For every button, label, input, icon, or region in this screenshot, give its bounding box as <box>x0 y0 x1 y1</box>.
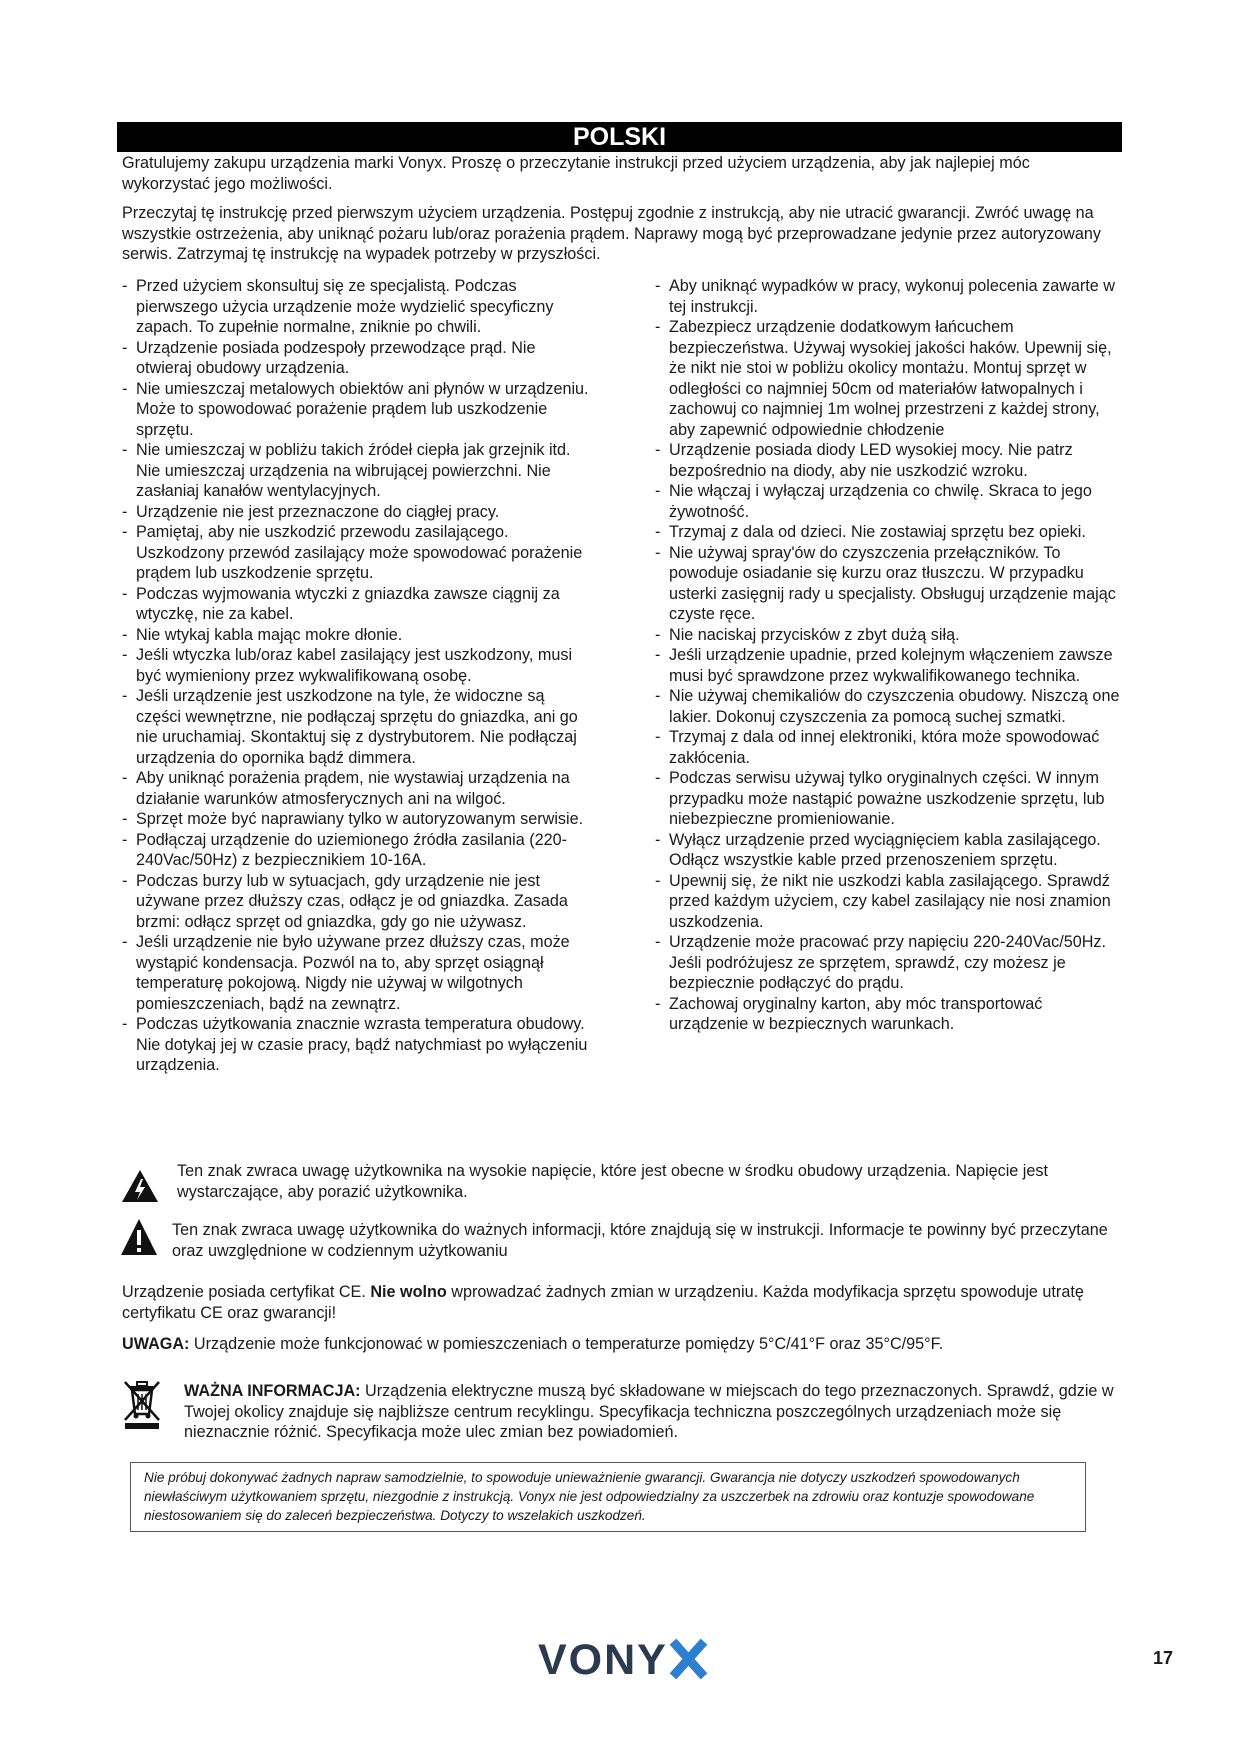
list-item: - Przed użyciem skonsultuj się ze specjalistą. Podczas pierwszego użycia urządzenie może wydzielić specyficzny zapach. To zupełnie normalne, zniknie po chwili. <box>122 276 592 338</box>
list-item: - Podczas wyjmowania wtyczki z gniazdka zawsze ciągnij za wtyczkę, nie za kabel. <box>122 584 592 625</box>
safety-list-right <box>655 276 1120 1035</box>
section-title: POLSKI <box>572 123 667 151</box>
list-item: - Podłączaj urządzenie do uziemionego źródła zasilania (220-240Vac/50Hz) z bezpiecznikiem 10-16A. <box>122 830 592 871</box>
list-item: - Urządzenie może pracować przy napięciu 220-240Vac/50Hz. Jeśli podróżujesz ze sprzętem, sprawdź, czy możesz je bezpiecznie podłączyć do prądu. <box>655 932 1120 994</box>
vonyx-logo <box>538 1635 713 1683</box>
list-item: - Pamiętaj, aby nie uszkodzić przewodu zasilającego. Uszkodzony przewód zasilający może spowodować porażenie prądem lub uszkodzenie sprzętu. <box>122 522 592 584</box>
high-voltage-icon <box>120 1168 160 1210</box>
list-item: - Urządzenie nie jest przeznaczone do ciągłej pracy. <box>122 502 592 523</box>
weee-notice <box>184 1381 1122 1443</box>
list-item: - Jeśli urządzenie upadnie, przed kolejnym włączeniem zawsze musi być sprawdzone przez wykwalifikowanego technika. <box>655 645 1120 686</box>
voltage-warning-text: Ten znak zwraca uwagę użytkownika na wysokie napięcie, które jest obecne w środku obudowy urządzenia. Napięcie jest wystarczające, aby porazić użytkownika. <box>177 1162 1048 1201</box>
list-item: - Wyłącz urządzenie przed wyciągnięciem kabla zasilającego. Odłącz wszystkie kable przed przenoszeniem sprzętu. <box>655 830 1120 871</box>
list-item: - Nie używaj chemikaliów do czyszczenia obudowy. Niszczą one lakier. Dokonuj czyszczenia za pomocą suchej szmatki. <box>655 686 1120 727</box>
svg-text:VONY: VONY <box>538 1636 668 1683</box>
uwaga-label: UWAGA: <box>122 1335 190 1353</box>
list-item: - Upewnij się, że nikt nie uszkodzi kabla zasilającego. Sprawdź przed każdym użyciem, czy kabel zasilający nie nosi znamion uszkodzenia. <box>655 871 1120 933</box>
list-item: - Aby uniknąć porażenia prądem, nie wystawiaj urządzenia na działanie warunków atmosferycznych ani na wilgoć. <box>122 768 592 809</box>
list-item: - Nie używaj spray'ów do czyszczenia przełączników. To powoduje osiadanie się kurzu oraz tłuszczu. W przypadku usterki zasięgnij rady u specjalisty. Obsługuj urządzenie mając czyste ręce. <box>655 543 1120 625</box>
ce-notice <box>122 1282 1122 1323</box>
page-number: 17 <box>1153 1648 1174 1668</box>
list-item: - Nie umieszczaj metalowych obiektów ani płynów w urządzeniu. Może to spowodować porażenie prądem lub uszkodzenie sprzętu. <box>122 379 592 441</box>
ce-notice-bold: Nie wolno <box>370 1283 447 1301</box>
list-item: - Jeśli urządzenie jest uszkodzone na tyle, że widoczne są części wewnętrzne, nie podłączaj sprzętu do gniazdka, ani go nie uruchamiaj. Skontaktuj się z dystrybutorem. Nie podłączaj urządzenia do opornika bądź dimmera. <box>122 686 592 768</box>
list-item: - Podczas użytkowania znacznie wzrasta temperatura obudowy. Nie dotykaj jej w czasie pracy, bądź natychmiast po wyłączeniu urządzenia. <box>122 1014 592 1076</box>
intro-paragraph-2: Przeczytaj tę instrukcję przed pierwszym użyciem urządzenia. Postępuj zgodnie z instrukcją, aby nie utracić gwarancji. Zwróć uwagę na wszystkie ostrzeżenia, aby uniknąć pożaru lub/oraz porażenia prądem. Naprawy mogą być przeprowadzane jedynie przez autoryzowany serwis. Zatrzymaj tę instrukcję na wypadek potrzeby w przyszłości. <box>122 204 1101 263</box>
ce-notice-start: Urządzenie posiada certyfikat CE. <box>122 1283 371 1301</box>
safety-list-left <box>122 276 592 1076</box>
list-item: - Nie włączaj i wyłączaj urządzenia co chwilę. Skraca to jego żywotność. <box>655 481 1120 522</box>
list-item: - Jeśli wtyczka lub/oraz kabel zasilający jest uszkodzony, musi być wymieniony przez wykwalifikowaną osobę. <box>122 645 592 686</box>
weee-text: Urządzenia elektryczne muszą być składowane w miejscach do tego przeznaczonych. Sprawdź, gdzie w Twojej okolicy znajduje się najbliższe centrum recyklingu. Specyfikacja techniczna poszczególnych urządzeniach może się nieznacznie różnić. Specyfikacja może ulec zmian bez powiadomień. <box>184 1382 1114 1441</box>
list-item: - Sprzęt może być naprawiany tylko w autoryzowanym serwisie. <box>122 809 592 830</box>
list-item: - Podczas burzy lub w sytuacjach, gdy urządzenie nie jest używane przez dłuższy czas, odłącz je od gniazdka. Zasada brzmi: odłącz sprzęt od gniazdka, gdy go nie używasz. <box>122 871 592 933</box>
list-item: - Trzymaj z dala od innej elektroniki, która może spowodować zakłócenia. <box>655 727 1120 768</box>
list-item: - Zachowaj oryginalny karton, aby móc transportować urządzenie w bezpiecznych warunkach. <box>655 994 1120 1035</box>
info-warning-text: Ten znak zwraca uwagę użytkownika do ważnych informacji, które znajdują się w instrukcji. Informacje te powinny być przeczytane oraz uwzględnione w codziennym użytkowaniu <box>172 1221 1108 1260</box>
warranty-disclaimer-text: Nie próbuj dokonywać żadnych napraw samodzielnie, to spowoduje unieważnienie gwarancji. Gwarancja nie dotyczy uszkodzeń spowodowanych niewłaściwym użytkowaniem sprzętu, niezgodnie z instrukcją. Vonyx nie jest odpowiedzialny za uszczerbek na zdrowiu oraz kontuzje spowodowane niestosowaniem się do zaleceń bezpieczeństwa. Dotyczy to wszelakich uszkodzeń. <box>144 1470 1035 1523</box>
list-item: - Zabezpiecz urządzenie dodatkowym łańcuchem bezpieczeństwa. Używaj wysokiej jakości haków. Upewnij się, że nikt nie stoi w pobliżu okolicy montażu. Montuj sprzęt w odległości co najmniej 50cm od materiałów łatwopalnych i zachowuj co najmniej 1m wolnej przestrzeni z każdej strony, aby zapewnić odpowiednie chłodzenie <box>655 317 1120 440</box>
weee-label: WAŻNA INFORMACJA: <box>184 1382 361 1400</box>
section-title-bar <box>117 122 1122 152</box>
list-item: - Nie umieszczaj w pobliżu takich źródeł ciepła jak grzejnik itd. Nie umieszczaj urządzenia na wibrującej powierzchni. Nie zasłaniaj kanałów wentylacyjnych. <box>122 440 592 502</box>
list-item: - Aby uniknąć wypadków w pracy, wykonuj polecenia zawarte w tej instrukcji. <box>655 276 1120 317</box>
list-item: - Nie wtykaj kabla mając mokre dłonie. <box>122 625 592 646</box>
list-item: - Trzymaj z dala od dzieci. Nie zostawiaj sprzętu bez opieki. <box>655 522 1120 543</box>
list-item: - Urządzenie posiada diody LED wysokiej mocy. Nie patrz bezpośrednio na diody, aby nie uszkodzić wzroku. <box>655 440 1120 481</box>
list-item: - Nie naciskaj przycisków z zbyt dużą siłą. <box>655 625 1120 646</box>
list-item: - Urządzenie posiada podzespoły przewodzące prąd. Nie otwieraj obudowy urządzenia. <box>122 338 592 379</box>
ce-notice-end: wprowadzać żadnych zmian w urządzeniu. Każda modyfikacja sprzętu spowoduje utratę certyfikatu CE oraz gwarancji! <box>122 1283 1084 1322</box>
uwaga-notice <box>122 1334 1122 1355</box>
list-item: - Jeśli urządzenie nie było używane przez dłuższy czas, może wystąpić kondensacja. Pozwól na to, aby sprzęt osiągnął temperaturę pokojową. Nigdy nie używaj w wilgotnych pomieszczeniach, bądź na zewnątrz. <box>122 932 592 1014</box>
warranty-disclaimer-box <box>130 1462 1086 1532</box>
list-item: - Podczas serwisu używaj tylko oryginalnych części. W innym przypadku może nastąpić poważne uszkodzenie sprzętu, lub niebezpieczne promieniowanie. <box>655 768 1120 830</box>
uwaga-text: Urządzenie może funkcjonować w pomieszczeniach o temperaturze pomiędzy 5°C/41°F oraz 35°C/95°F. <box>189 1335 944 1353</box>
intro-paragraph-1: Gratulujemy zakupu urządzenia marki Vonyx. Proszę o przeczytanie instrukcji przed użyciem urządzenia, aby jak najlepiej móc wykorzystać jego możliwości. <box>122 154 1030 193</box>
exclamation-icon <box>120 1218 158 1262</box>
weee-bin-icon <box>122 1378 162 1436</box>
